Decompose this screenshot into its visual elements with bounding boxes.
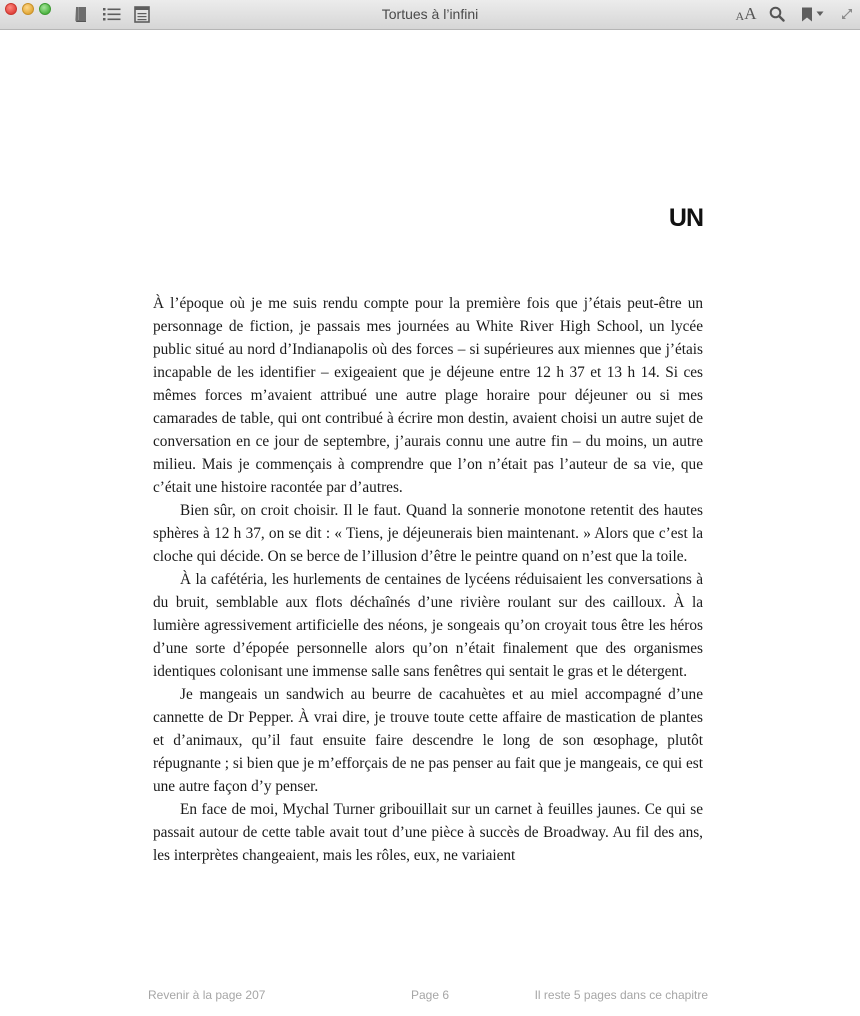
fullscreen-button[interactable] bbox=[840, 5, 854, 23]
paragraph: Bien sûr, on croit choisir. Il le faut. Quand la sonnerie monotone retentit des hautes sphères à 12 h 37, on se dit : « Tiens, je déjeunerais bien maintenant. » Alors que c’est la cloche qui décide. On se berce de l’illusion d’être le peintre quand on n’est que la toile. bbox=[153, 502, 703, 565]
font-size-large-label: A bbox=[744, 4, 757, 23]
bookmark-button[interactable] bbox=[798, 5, 826, 23]
title-bar bbox=[0, 0, 860, 30]
search-button[interactable] bbox=[768, 5, 786, 23]
font-size-button[interactable] bbox=[732, 5, 760, 23]
font-size-small-label: A bbox=[735, 8, 745, 23]
search-icon bbox=[769, 6, 785, 22]
page-number: Page 6 bbox=[410, 988, 450, 1002]
pages-remaining: Il reste 5 pages dans ce chapitre bbox=[534, 988, 708, 1002]
paragraph: À l’époque où je me suis rendu compte pour la première fois que j’étais peut-être un personnage de fiction, je passais mes journées au White River High School, un lycée public situé au nord d’Indianapolis où des forces – si supérieures aux miennes que j’étais incapable de les identifier – exigeaient que je déjeune entre 12 h 37 et 13 h 14. Si ces mêmes forces m’avaient attribué une autre plage horaire pour déjeuner ou si mes camarades de table, qui ont contribué à écrire mon destin, avaient choisi un autre sujet de conversation en ce jour de septembre, j’aurais connu une autre fin – du moins, un autre milieu. Mais je commençais à comprendre que l’on n’était pas l’auteur de sa vie, que c’était une histoire racontée par d’autres. bbox=[153, 295, 703, 496]
paragraph: À la cafétéria, les hurlements de centaines de lycéens réduisaient les conversations à du bruit, semblable aux flots déchaînés d’une rivière roulant sur des cailloux. À la lumière agressivement artificielle des néons, je songeais qu’on croyait tous être les héros d’une sorte d’épopée personnelle alors qu’on n’était finalement que des organismes identiques colonisant une immense salle sans fenêtres qui sentait le gras et le détergent. bbox=[153, 571, 703, 680]
chevron-down-icon bbox=[816, 11, 824, 17]
window-title: Tortues à l’infini bbox=[381, 6, 479, 22]
fullscreen-icon bbox=[841, 8, 853, 20]
bookmark-icon bbox=[801, 7, 813, 22]
chapter-heading: UN bbox=[668, 204, 703, 232]
paragraph: En face de moi, Mychal Turner gribouillait sur un carnet à feuilles jaunes. Ce qui se passait autour de cette table avait tout d’une pièce à succès de Broadway. Au fil des ans, les interprètes changeaient, mais les rôles, eux, ne variaient bbox=[153, 801, 703, 864]
paragraph: Je mangeais un sandwich au beurre de cacahuètes et au miel accompagné d’une cannette de Dr Pepper. À vrai dire, je trouve toute cette affaire de mastication de plantes et d’animaux, qu’il faut ensuite faire descendre le long de son œsophage, plutôt répugnante ; si bien que je m’efforçais de ne pas penser au fait que je mangeais, ce qui est une autre façon d’y penser. bbox=[153, 686, 703, 795]
page-text bbox=[153, 292, 703, 867]
back-to-page-link[interactable]: Revenir à la page 207 bbox=[148, 988, 266, 1002]
